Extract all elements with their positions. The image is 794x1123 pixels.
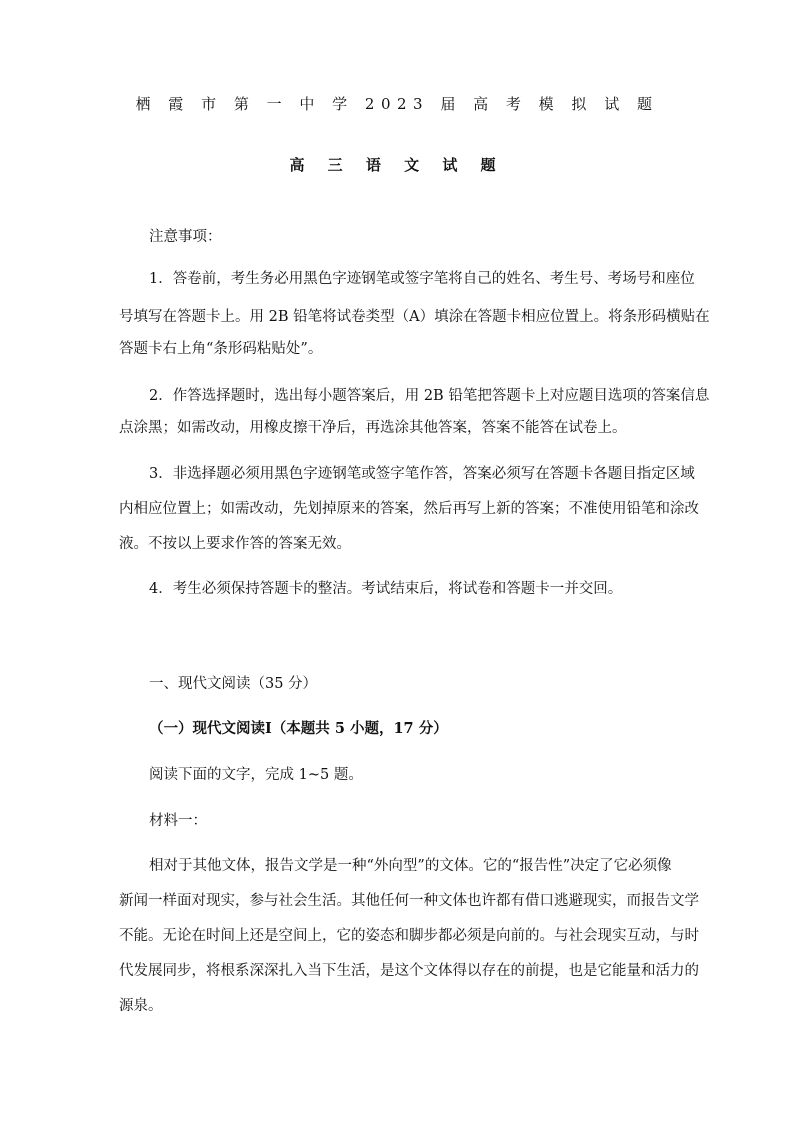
- material-label: 材料一：: [149, 813, 207, 829]
- section-heading: 一、现代文阅读（35 分）: [149, 676, 318, 692]
- section-subheading: （一）现代文阅读Ⅰ（本题共 5 小题，17 分）: [149, 720, 448, 737]
- notice-heading: 注意事项：: [149, 229, 222, 245]
- reading-instruction: 阅读下面的文字，完成 1~5 题。: [149, 767, 363, 783]
- notice-item-3-line-1: 3．非选择题必须用黑色字迹钢笔或签字笔作答，答案必须写在答题卡各题目指定区域: [149, 466, 695, 482]
- exam-title: 栖 霞 市 第 一 中 学 2023 届 高 考 模 拟 试 题: [135, 95, 659, 113]
- notice-item-1-line-2: 号填写在答题卡上。用 2B 铅笔将试卷类型（A）填涂在答题卡相应位置上。将条形码横贴在: [119, 309, 710, 325]
- notice-item-2-line-1: 2．作答选择题时，选出每小题答案后，用 2B 铅笔把答题卡上对应题目选项的答案信息: [149, 388, 710, 404]
- notice-item-3-line-2: 内相应位置上；如需改动，先划掉原来的答案，然后再写上新的答案；不准使用铅笔和涂改: [119, 501, 699, 517]
- paragraph-line-4: 代发展同步，将根系深深扎入当下生活，是这个文体得以存在的前提，也是它能量和活力的: [119, 963, 699, 979]
- notice-item-1-line-1: 1．答卷前，考生务必用黑色字迹钢笔或签字笔将自己的姓名、考生号、考场号和座位: [149, 271, 695, 287]
- paragraph-line-5: 源泉。: [119, 998, 163, 1014]
- exam-subtitle: 高 三 语 文 试 题: [289, 156, 505, 174]
- paragraph-line-3: 不能。无论在时间上还是空间上，它的姿态和脚步都必须是向前的。与社会现实互动，与时: [119, 928, 699, 944]
- notice-item-4-line-1: 4．考生必须保持答题卡的整洁。考试结束后，将试卷和答题卡一并交回。: [149, 581, 623, 597]
- notice-item-3-line-3: 液。不按以上要求作答的答案无效。: [119, 536, 351, 552]
- paragraph-line-1: 相对于其他文体，报告文学是一种“外向型”的文体。它的“报告性”决定了它必须像: [149, 858, 672, 874]
- paragraph-line-2: 新闻一样面对现实，参与社会生活。其他任何一种文体也许都有借口逃避现实，而报告文学: [119, 893, 699, 909]
- notice-item-1-line-3: 答题卡右上角“条形码粘贴处”。: [119, 341, 323, 357]
- notice-item-2-line-2: 点涂黑；如需改动，用橡皮擦干净后，再选涂其他答案，答案不能答在试卷上。: [119, 420, 627, 436]
